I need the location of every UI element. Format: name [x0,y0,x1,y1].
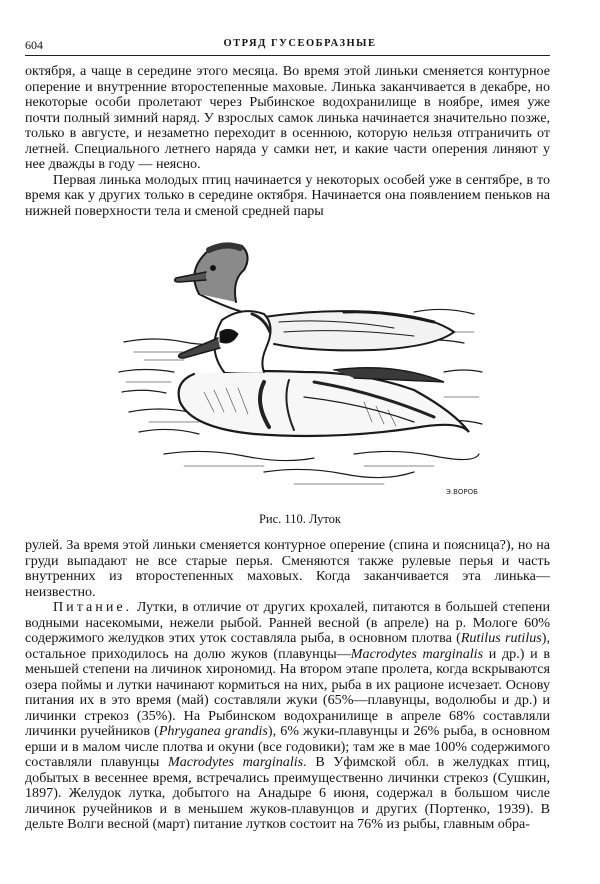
paragraph-nutrition [25,600,550,833]
text-span: . В Уфимской обл. в желудках птиц, добытых в весеннее время, встречались преимущественно личинки стрекоз (Сушкин, 1897). Желудок лутка, добытого на Анадыре 6 июня, содержал в большом числе личинок ручейников и в меньшем жуков-плавунцов и других (Портенко, 1939). В дельте Волги весной (март) питание лутков состоит на 76% из рыбы, главным обра- [25,754,550,832]
paragraph: Первая линька молодых птиц начинается у некоторых особей уже в сентябре, в то время как у других только в середине октября. Начинается она появлением пеньков на нижней поверхности тела и сменой средней пары [25,171,550,219]
figure-caption: Рис. 110. Луток [258,512,341,526]
latin-name: Rutilus rutilus [460,630,542,646]
artist-signature: Э.ВОРОБ [446,488,478,496]
latin-name: Phryganea grandis [158,723,268,739]
page-number: 604 [25,38,43,52]
latin-name: Macrodytes marginalis [167,754,304,770]
text-block-bottom [25,538,550,833]
running-head: ОТРЯД ГУСЕОБРАЗНЫЕ [223,38,377,49]
smew-illustration [114,222,484,502]
text-block-top [25,64,550,219]
paragraph-continued: рулей. За время этой линьки сменяется контурное оперение (спина и поясница?), но на груди выпадают не все старые перья. Сменяются также рулевые перья и часть внутренних из второстепенных маховых. Когда заканчивается эта линька—неизвестно. [25,537,550,600]
header-rule [25,55,550,56]
latin-name: Macrodytes marginalis [350,645,484,662]
text-span: Лутки, в отличие от других крохалей, питаются в большей степени водными насекомыми, нежели рыбой. Ранней весной (в апреле) на р. Мологе 60% содержимого желудков этих уток составляла рыба, в основном плотва ( [25,599,550,646]
paragraph: октября, а чаще в середине этого месяца. Во время этой линьки сменяется контурное оперение и внутренние второстепенные маховые. Линька заканчивается в декабре, но некоторые особи пролетают через Рыбинское водохранилище в ноябре, имея уже почти полный зимний наряд. У взрослых самок линька начинается значительно позже, только в августе, и незаметно переходит в осеннюю, которую нельзя отграничить от летней. Специального летнего наряда у самки нет, и какие части оперения линяют у нее дважды в году — неясно. [25,63,550,172]
text-span: ), остальное приходилось на долю жуков (плавунцы— [25,630,550,662]
section-heading: Питание. [53,599,133,615]
text-span: и др.) и в меньшей степени на личинок хирономид. На втором этапе пролета, когда вскрываются озера поймы и лутки начинают кормиться на них, рыба в их рационе исчезает. Основу питания их в это время (май) составляли жуки (65%—плавунцы, водолюбы и др.) и личинки стрекоз (35%). На Рыбинском водохранилище в апреле 68% составляли личинки ручейников ( [25,645,550,739]
text-span: ), 6% жуки-плавунцы и 26% рыба, в основном ерши и в малом числе плотва и окуни (все годовики); там же в мае 100% содержимого составляли плавунцы [25,723,550,770]
